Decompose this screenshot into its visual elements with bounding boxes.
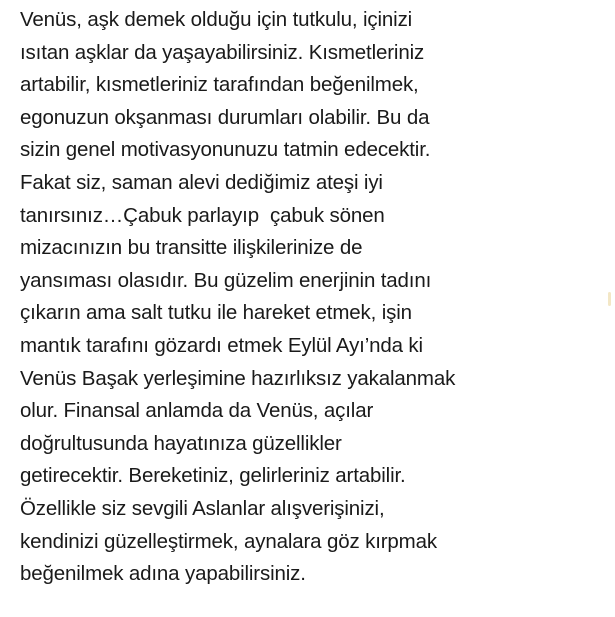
text-line: getirecektir. Bereketiniz, gelirleriniz artabilir. <box>20 464 406 488</box>
text-line: artabilir, kısmetleriniz tarafından beğenilmek, <box>20 73 419 97</box>
text-line: ısıtan aşklar da yaşayabilirsiniz. Kısmetleriniz <box>20 40 425 64</box>
text-line: mizacınızın bu transitte ilişkilerinize de <box>20 236 363 260</box>
text-line: yansıması olasıdır. Bu güzelim enerjinin tadını <box>20 268 432 292</box>
text-line: Venüs, aşk demek olduğu için tutkulu, içinizi <box>20 8 413 31</box>
scan-edge-mark <box>608 292 611 306</box>
article-paragraph <box>20 4 605 591</box>
text-line: olur. Finansal anlamda da Venüs, açılar <box>20 399 374 423</box>
text-line: doğrultusunda hayatınıza güzellikler <box>20 431 342 455</box>
text-line: sizin genel motivasyonunuzu tatmin edecektir. <box>20 138 431 162</box>
text-line: Fakat siz, saman alevi dediğimiz ateşi iyi <box>20 170 383 194</box>
text-line: Özellikle siz sevgili Aslanlar alışverişinizi, <box>20 496 385 520</box>
text-line: beğenilmek adına yapabilirsiniz. <box>20 562 306 586</box>
text-line: kendinizi güzelleştirmek, aynalara göz kırpmak <box>20 529 437 553</box>
text-line: tanırsınız…Çabuk parlayıp çabuk sönen <box>20 203 385 227</box>
text-line: mantık tarafını gözardı etmek Eylül Ayı’nda ki <box>20 333 423 357</box>
text-line: egonuzun okşanması durumları olabilir. Bu da <box>20 105 430 129</box>
text-line: çıkarın ama salt tutku ile hareket etmek, işin <box>20 301 412 325</box>
text-line: Venüs Başak yerleşimine hazırlıksız yakalanmak <box>20 366 456 390</box>
